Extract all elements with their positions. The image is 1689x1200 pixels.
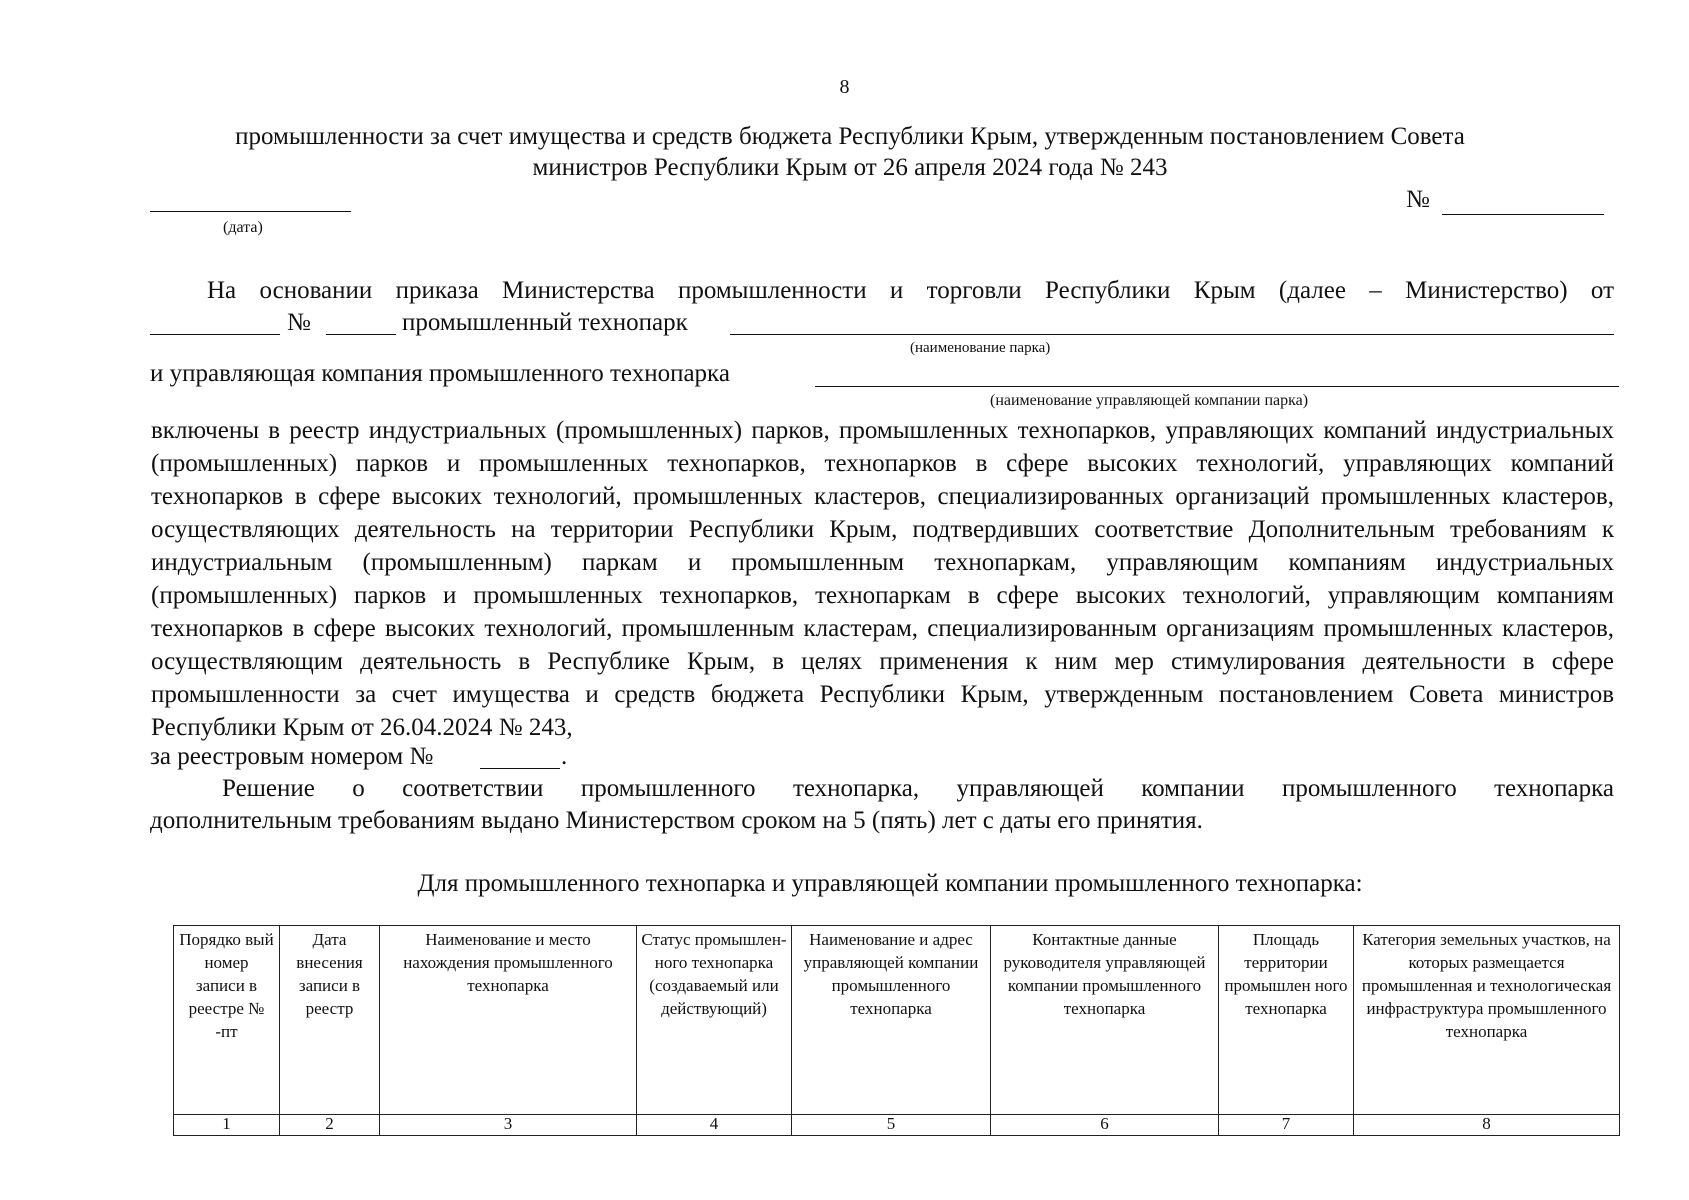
header-line-1: промышленности за счет имущества и средств бюджета Республики Крым, утвержденным постановлением Совета [235, 123, 1465, 150]
header-entry-date: Дата внесения записи в реестр [280, 926, 380, 1115]
order-number-sign: № [287, 309, 311, 336]
column-number: 5 [792, 1115, 991, 1136]
registry-number-period: . [561, 743, 568, 770]
order-number-blank [326, 334, 396, 335]
park-label: промышленный технопарк [402, 309, 688, 336]
main-paragraph-text: включены в реестр индустриальных (промышленных) парков, промышленных технопарков, управляющих компаний индустриальных (промышленных) парков и промышленных технопарков, технопарков в сфере высоких технологий, управляющих компаний технопарков в сфере высоких технологий, промышленных кластеров, специализированных организаций промышленных кластеров, осуществляющих деятельность на территории Республики Крым, подтвердивших соответствие Дополнительным требованиям к индустриальным (промышленным) паркам и промышленным технопаркам, управляющим компаниям индустриальных (промышленных) парков и промышленных технопарков, технопаркам в сфере высоких технологий, управляющим компаниям технопарков в сфере высоких технологий, промышленным кластерам, специализированным организациям промышленных кластеров, осуществляющим деятельность в Республике Крым, в целях применения к ним мер стимулирования деятельности в сфере промышленности за счет имущества и средств бюджета Республики Крым, утвержденным постановлением Совета министров Республики Крым от 26.04.2024 № 243, [151, 417, 1614, 741]
page-number: 8 [839, 76, 850, 98]
registry-number-text: за реестровым номером № [150, 743, 434, 770]
column-number: 1 [174, 1115, 280, 1136]
main-paragraph [151, 414, 1614, 744]
decision-line-1: Решение о соответствии промышленного технопарка, управляющей компании промышленного технопарка [222, 775, 1614, 802]
table-number-row [174, 1115, 1620, 1136]
header-company-name-address: Наименование и адрес управляющей компании промышленного технопарка [792, 926, 991, 1115]
column-number: 7 [1219, 1115, 1354, 1136]
number-blank [1442, 214, 1604, 215]
company-name-blank [815, 386, 1619, 387]
company-caption: (наименование управляющей компании парка) [990, 392, 1309, 409]
header-land-category: Категория земельных участков, на которых размещается промышленная и технологическая инфраструктура промышленного технопарка [1354, 926, 1620, 1115]
header-territory-area: Площадь территории промышлен ного технопарка [1219, 926, 1354, 1115]
basis-line-1: На основании приказа Министерства промышленности и торговли Республики Крым (далее – Министерство) от [207, 277, 1614, 304]
column-number: 2 [280, 1115, 380, 1136]
park-caption: (наименование парка) [910, 340, 1051, 356]
column-number: 6 [991, 1115, 1219, 1136]
number-sign: № [1406, 186, 1430, 213]
column-number: 4 [637, 1115, 792, 1136]
date-blank [150, 211, 351, 212]
table-title: Для промышленного технопарка и управляющей компании промышленного технопарка: [417, 870, 1363, 897]
header-registry-number: Порядко вый номер записи в реестре № -пт [174, 926, 280, 1115]
date-caption: (дата) [223, 219, 263, 236]
decision-line-2: дополнительным требованиям выдано Министерством сроком на 5 (пять) лет с даты его принятия. [150, 807, 1203, 834]
park-name-blank [730, 334, 1614, 335]
registry-table [173, 925, 1620, 1136]
header-park-status: Статус промышлен-ного технопарка (создаваемый или действующий) [637, 926, 792, 1115]
column-number: 8 [1354, 1115, 1620, 1136]
header-contact-details: Контактные данные руководителя управляющей компании промышленного технопарка [991, 926, 1219, 1115]
registry-number-blank [480, 768, 560, 769]
column-number: 3 [380, 1115, 637, 1136]
table-header-row [174, 926, 1620, 1115]
company-label: и управляющая компания промышленного технопарка [150, 360, 730, 387]
header-park-name-location: Наименование и место нахождения промышленного технопарка [380, 926, 637, 1115]
header-line-2: министров Республики Крым от 26 апреля 2024 года № 243 [532, 154, 1168, 181]
order-date-blank [150, 334, 280, 335]
